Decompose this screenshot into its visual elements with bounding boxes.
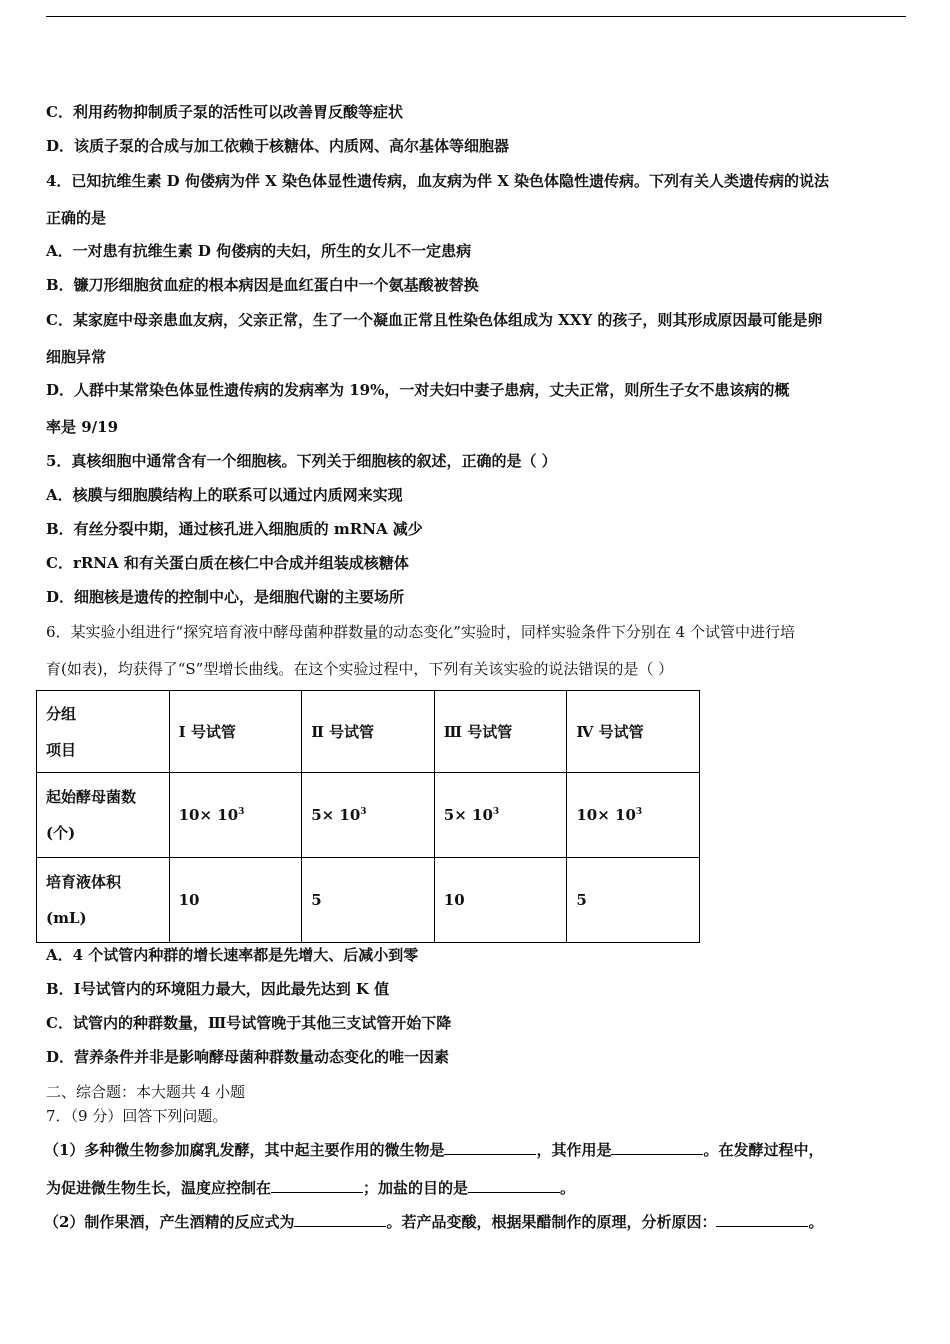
tube-4-header: Ⅳ 号试管 — [567, 691, 700, 773]
question-6-option-c: C．试管内的种群数量，Ⅲ号试管晚于其他三支试管开始下降 — [46, 1014, 452, 1032]
question-5-option-a: A．核膜与细胞膜结构上的联系可以通过内质网来实现 — [46, 486, 403, 504]
tube-3-header: Ⅲ 号试管 — [434, 691, 567, 773]
q7-1-text: 。 — [560, 1179, 576, 1197]
table-cell — [567, 773, 700, 858]
table-row — [37, 858, 700, 943]
cell-value: 10× 10 — [576, 806, 636, 824]
question-6-stem-cont: 育(如表)，均获得了“S”型增长曲线。在这个实验过程中，下列有关该实验的说法错误的是（ ） — [46, 660, 674, 678]
question-5-option-c: C．rRNA 和有关蛋白质在核仁中合成并组装成核糖体 — [46, 554, 409, 572]
question-7-stem: 7．（9 分）回答下列问题。 — [46, 1107, 228, 1125]
cell-exponent: 3 — [635, 807, 643, 817]
corner-group-label: 分组 — [46, 704, 77, 723]
cell-exponent: 3 — [492, 807, 500, 817]
q7-1-text: ；加盐的目的是 — [363, 1179, 469, 1197]
question-6-option-d: D．营养条件并非是影响酵母菌种群数量动态变化的唯一因素 — [46, 1048, 450, 1066]
question-4-option-b: B．镰刀形细胞贫血症的根本病因是血红蛋白中一个氨基酸被替换 — [46, 276, 479, 294]
table-cell: 5 — [302, 858, 435, 943]
row-label-cell — [37, 858, 170, 943]
q7-1-text: 。在发酵过程中， — [703, 1141, 824, 1159]
question-5-option-d: D．细胞核是遗传的控制中心，是细胞代谢的主要场所 — [46, 588, 405, 606]
question-4-option-d-cont: 率是 9/19 — [46, 418, 119, 436]
corner-item-label: 项目 — [46, 740, 77, 759]
table-cell: 10 — [434, 858, 567, 943]
section-2-heading: 二、综合题：本大题共 4 小题 — [46, 1083, 246, 1101]
q7-2-text: 。 — [808, 1213, 824, 1231]
question-4-option-c: C．某家庭中母亲患血友病，父亲正常，生了一个凝血正常且性染色体组成为 XXY 的孩子，则其形成原因最可能是卵 — [46, 311, 823, 329]
q7-1-text: 为促进微生物生长，温度应控制在 — [46, 1179, 272, 1197]
cell-value: 5× 10 — [311, 806, 361, 824]
tube-1-header: Ⅰ 号试管 — [169, 691, 302, 773]
table-cell: 5 — [567, 858, 700, 943]
question-5-stem: 5．真核细胞中通常含有一个细胞核。下列关于细胞核的叙述，正确的是（ ） — [46, 452, 557, 470]
tube-2-header: Ⅱ 号试管 — [302, 691, 435, 773]
row-unit: (个) — [46, 824, 76, 842]
table-header-row — [37, 691, 700, 773]
cell-value: 5× 10 — [443, 806, 493, 824]
question-4-stem-cont: 正确的是 — [46, 209, 107, 227]
question-6-option-a: A．4 个试管内种群的增长速率都是先增大、后减小到零 — [46, 946, 419, 964]
question-7-part-2 — [44, 1212, 823, 1232]
option-c-line: C．利用药物抑制质子泵的活性可以改善胃反酸等症状 — [46, 103, 403, 121]
question-6-stem: 6．某实验小组进行“探究培育液中酵母菌种群数量的动态变化”实验时，同样实验条件下分别在 4 个试管中进行培 — [46, 623, 795, 641]
experiment-table — [36, 690, 700, 943]
answer-blank[interactable] — [271, 1178, 363, 1193]
answer-blank[interactable] — [611, 1140, 703, 1155]
q7-1-text: ，其作用是 — [536, 1141, 612, 1159]
cell-exponent: 3 — [360, 807, 367, 817]
row-label: 培育液体积 — [46, 873, 122, 891]
answer-blank[interactable] — [294, 1212, 386, 1227]
question-7-part-1-cont — [46, 1178, 575, 1198]
row-unit: (mL) — [46, 909, 87, 927]
question-7-part-1 — [44, 1140, 823, 1160]
table-cell — [302, 773, 435, 858]
question-4-option-d: D．人群中某常染色体显性遗传病的发病率为 19%，一对夫妇中妻子患病，丈夫正常，则所生子女不患该病的概 — [46, 381, 790, 399]
question-4-option-a: A．一对患有抗维生素 D 佝偻病的夫妇，所生的女儿不一定患病 — [46, 242, 472, 260]
answer-blank[interactable] — [468, 1178, 560, 1193]
question-5-option-b: B．有丝分裂中期，通过核孔进入细胞质的 mRNA 减少 — [46, 520, 423, 538]
cell-exponent: 3 — [238, 807, 245, 817]
table-cell: 10 — [169, 858, 302, 943]
option-d-line: D．该质子泵的合成与加工依赖于核糖体、内质网、高尔基体等细胞器 — [46, 137, 510, 155]
cell-value: 10× 10 — [178, 806, 239, 824]
row-label-cell — [37, 773, 170, 858]
table-cell — [434, 773, 567, 858]
table-cell — [169, 773, 302, 858]
question-4-stem: 4．已知抗维生素 D 佝偻病为伴 X 染色体显性遗传病，血友病为伴 X 染色体隐性遗传病。下列有关人类遗传病的说法 — [46, 172, 830, 190]
answer-blank[interactable] — [716, 1212, 808, 1227]
q7-2-text: （2）制作果酒，产生酒精的反应式为 — [44, 1213, 295, 1231]
q7-1-text: （1）多种微生物参加腐乳发酵，其中起主要作用的微生物是 — [44, 1141, 445, 1159]
question-4-option-c-cont: 细胞异常 — [46, 348, 107, 366]
table-corner-cell — [37, 691, 170, 773]
header-rule — [46, 16, 906, 17]
answer-blank[interactable] — [444, 1140, 536, 1155]
row-label: 起始酵母菌数 — [46, 788, 137, 806]
question-6-option-b: B．Ⅰ号试管内的环境阻力最大，因此最先达到 K 值 — [46, 980, 390, 998]
table-row — [37, 773, 700, 858]
q7-2-text: 。若产品变酸，根据果醋制作的原理，分析原因： — [386, 1213, 717, 1231]
